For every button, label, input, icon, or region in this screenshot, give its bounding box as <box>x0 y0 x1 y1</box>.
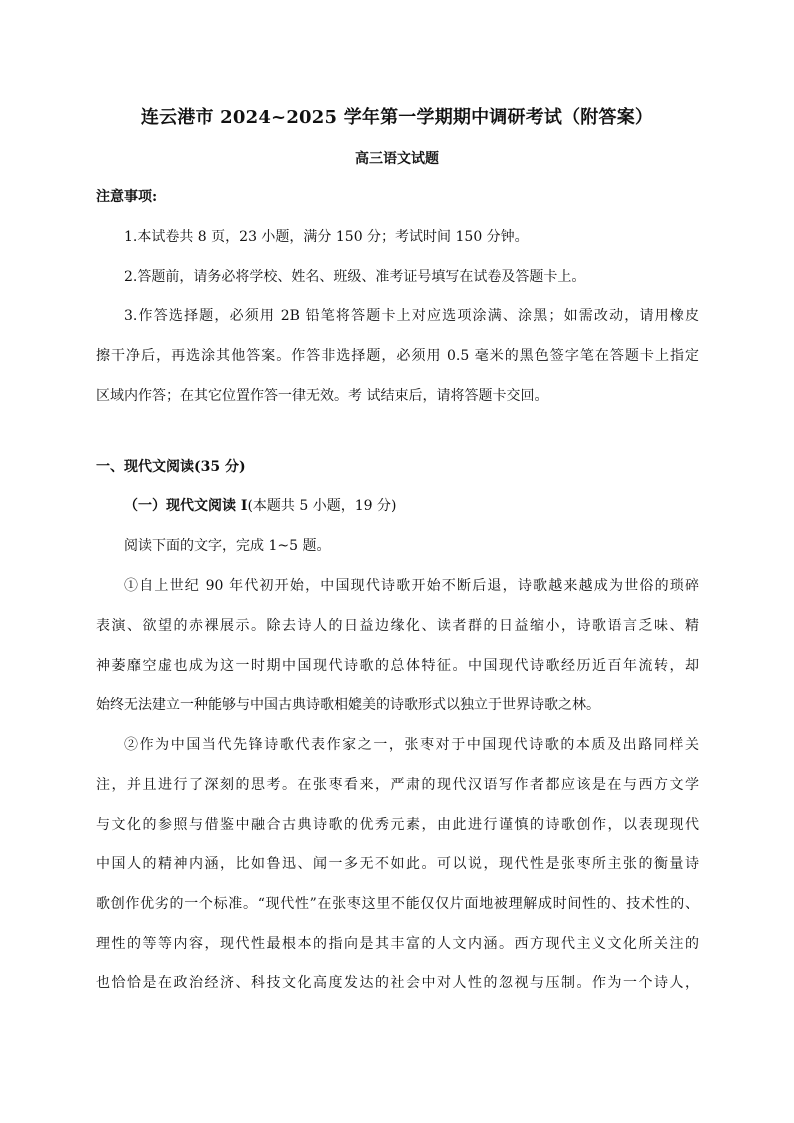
paragraph-2-line: 也恰恰是在政治经济、科技文化高度发达的社会中对人性的忽视与压制。作为一个诗人， <box>96 975 699 991</box>
paragraph-2-line: ②作为中国当代先锋诗歌代表作家之一，张枣对于中国现代诗歌的本质及出路同样关 <box>124 737 699 753</box>
document-subtitle: 高三语文试题 <box>355 151 439 167</box>
paragraph-1-line: 神萎靡空虚也成为这一时期中国现代诗歌的总体特征。中国现代诗歌经历近百年流转，却 <box>96 658 699 674</box>
notice-item-3-line: 区域内作答；在其它位置作答一律无效。考 试结束后，请将答题卡交回。 <box>96 388 549 404</box>
paragraph-1-line: ①自上世纪 90 年代初开始，中国现代诗歌开始不断后退，诗歌越来越成为世俗的琐碎 <box>124 578 699 594</box>
section-heading: 一、现代文阅读(35 分) <box>96 459 246 475</box>
subsection-note: (本题共 5 小题，19 分) <box>247 498 397 514</box>
document-title: 连云港市 2024~2025 学年第一学期期中调研考试（附答案） <box>140 107 654 128</box>
paragraph-2-line: 与文化的参照与借鉴中融合古典诗歌的优秀元素，由此进行谨慎的诗歌创作，以表现现代 <box>96 817 699 833</box>
paragraph-2-line: 中国人的精神内涵，比如鲁迅、闻一多无不如此。可以说，现代性是张枣所主张的衡量诗 <box>96 856 699 872</box>
notice-item-1: 1.本试卷共 8 页，23 小题，满分 150 分；考试时间 150 分钟。 <box>124 229 529 245</box>
subsection-heading <box>124 495 396 515</box>
paragraph-2-line: 注，并且进行了深刻的思考。在张枣看来，严肃的现代汉语写作者都应该是在与西方文学 <box>96 777 699 793</box>
paragraph-2-line: 理性的等等内容，现代性最根本的指向是其丰富的人文内涵。西方现代主义文化所关注的 <box>96 936 699 952</box>
notice-heading: 注意事项: <box>96 189 158 205</box>
reading-instruction: 阅读下面的文字，完成 1~5 题。 <box>124 538 331 554</box>
subsection-label: （一）现代文阅读 I <box>124 498 248 514</box>
paragraph-1-line: 表演、欲望的赤裸展示。除去诗人的日益边缘化、读者群的日益缩小，诗歌语言乏味、精 <box>96 618 699 634</box>
paragraph-1-line: 始终无法建立一种能够与中国古典诗歌相媲美的诗歌形式以独立于世界诗歌之林。 <box>96 697 600 713</box>
notice-item-2: 2.答题前，请务必将学校、姓名、班级、准考证号填写在试卷及答题卡上。 <box>124 269 586 285</box>
notice-item-3-line: 3.作答选择题，必须用 2B 铅笔将答题卡上对应选项涂满、涂黑；如需改动，请用橡皮 <box>124 308 699 324</box>
notice-item-3-line: 擦干净后，再选涂其他答案。作答非选择题，必须用 0.5 毫米的黑色签字笔在答题卡上指定 <box>96 348 699 364</box>
paragraph-2-line: 歌创作优劣的一个标准。“现代性”在张枣这里不能仅仅片面地被理解成时间性的、技术性的、 <box>96 896 699 912</box>
